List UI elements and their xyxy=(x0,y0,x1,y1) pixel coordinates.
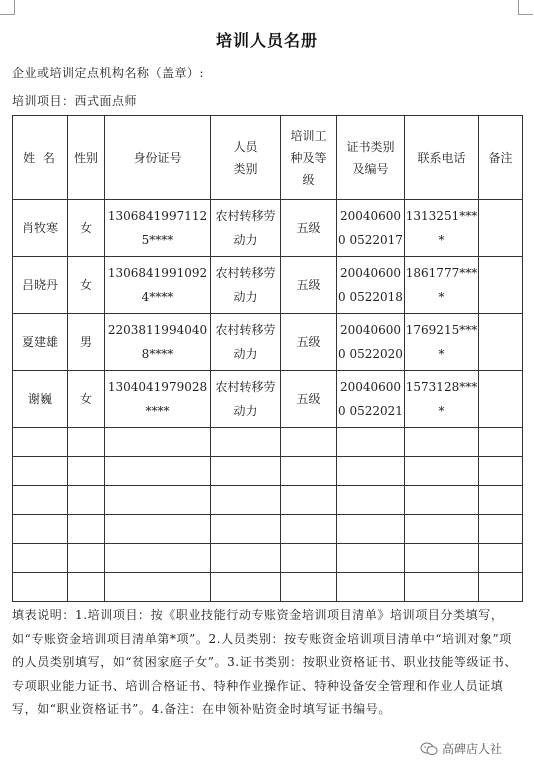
page-corner-mark-left xyxy=(0,0,15,15)
cell-id: 1306841997112 5**** xyxy=(105,200,211,257)
table-empty-row xyxy=(13,573,523,602)
cell-phone: 1769215*** * xyxy=(405,314,479,371)
cell-category: 农村转移劳动力 xyxy=(211,200,281,257)
cell-phone: 1313251*** * xyxy=(405,200,479,257)
cell-gender: 女 xyxy=(68,257,105,314)
cell-cert: 200406000 0522021 xyxy=(337,371,405,428)
header-cert: 证书类别及编号 xyxy=(337,116,405,200)
table-row xyxy=(13,314,523,371)
table-header-row xyxy=(13,116,523,200)
cell-id: 1306841991092 4**** xyxy=(105,257,211,314)
table-row xyxy=(13,200,523,257)
cell-cert: 200406000 0522020 xyxy=(337,314,405,371)
table-empty-row xyxy=(13,544,523,573)
cell-note xyxy=(479,200,523,257)
header-level: 培训工种及等级 xyxy=(281,116,337,200)
cell-category: 农村转移劳动力 xyxy=(211,371,281,428)
table-row xyxy=(13,371,523,428)
header-id: 身份证号 xyxy=(105,116,211,200)
watermark xyxy=(420,740,502,757)
cell-gender: 男 xyxy=(68,314,105,371)
cell-id: 1304041979028 **** xyxy=(105,371,211,428)
cell-level: 五级 xyxy=(281,371,337,428)
cell-name: 夏建雄 xyxy=(13,314,68,371)
table-empty-row xyxy=(13,486,523,515)
header-note: 备注 xyxy=(479,116,523,200)
org-line: 企业或培训定点机构名称（盖章）: xyxy=(12,66,205,80)
cell-id: 2203811994040 8**** xyxy=(105,314,211,371)
cell-gender: 女 xyxy=(68,200,105,257)
page-title: 培训人员名册 xyxy=(215,31,318,50)
cell-category: 农村转移劳动力 xyxy=(211,257,281,314)
table-row xyxy=(13,257,523,314)
cell-name: 谢巍 xyxy=(13,371,68,428)
cell-category: 农村转移劳动力 xyxy=(211,314,281,371)
watermark-text: 高碑店人社 xyxy=(442,742,503,756)
filling-instructions: 填表说明：1.培训项目：按《职业技能行动专账资金培训项目清单》培训项目分类填写，如“专账资金培训项目清单第*项”。2.人员类别：按专账资金培训项目清单中“培训对象”项的人员类别填写，如“贫困家庭子女”。3.证书类别：按职业资格证书、职业技能等级证书、专项职业能力证书、培训合格证书、特种作业操作证、特种设备安全管理和作业人员证填写，如“职业资格证书”。4.备注：在申领补贴资金时填写证书编号。 xyxy=(12,608,517,716)
header-category: 人员类别 xyxy=(211,116,281,200)
cell-level: 五级 xyxy=(281,200,337,257)
cell-cert: 200406000 0522017 xyxy=(337,200,405,257)
header-gender: 性别 xyxy=(68,116,105,200)
cell-note xyxy=(479,314,523,371)
cell-note xyxy=(479,257,523,314)
cell-phone: 1573128*** * xyxy=(405,371,479,428)
header-phone: 联系电话 xyxy=(405,116,479,200)
cell-note xyxy=(479,371,523,428)
cell-level: 五级 xyxy=(281,314,337,371)
project-line: 培训项目：西式面点师 xyxy=(12,94,138,108)
table-empty-row xyxy=(13,515,523,544)
table-empty-row xyxy=(13,428,523,457)
header-name: 姓 名 xyxy=(13,116,68,200)
cell-gender: 女 xyxy=(68,371,105,428)
page-corner-mark-right xyxy=(518,0,533,15)
cell-name: 吕晓丹 xyxy=(13,257,68,314)
personnel-table xyxy=(12,115,523,602)
cell-phone: 1861777*** * xyxy=(405,257,479,314)
cell-name: 肖牧寒 xyxy=(13,200,68,257)
cell-cert: 200406000 0522018 xyxy=(337,257,405,314)
wechat-icon xyxy=(420,742,438,756)
table-empty-row xyxy=(13,457,523,486)
cell-level: 五级 xyxy=(281,257,337,314)
